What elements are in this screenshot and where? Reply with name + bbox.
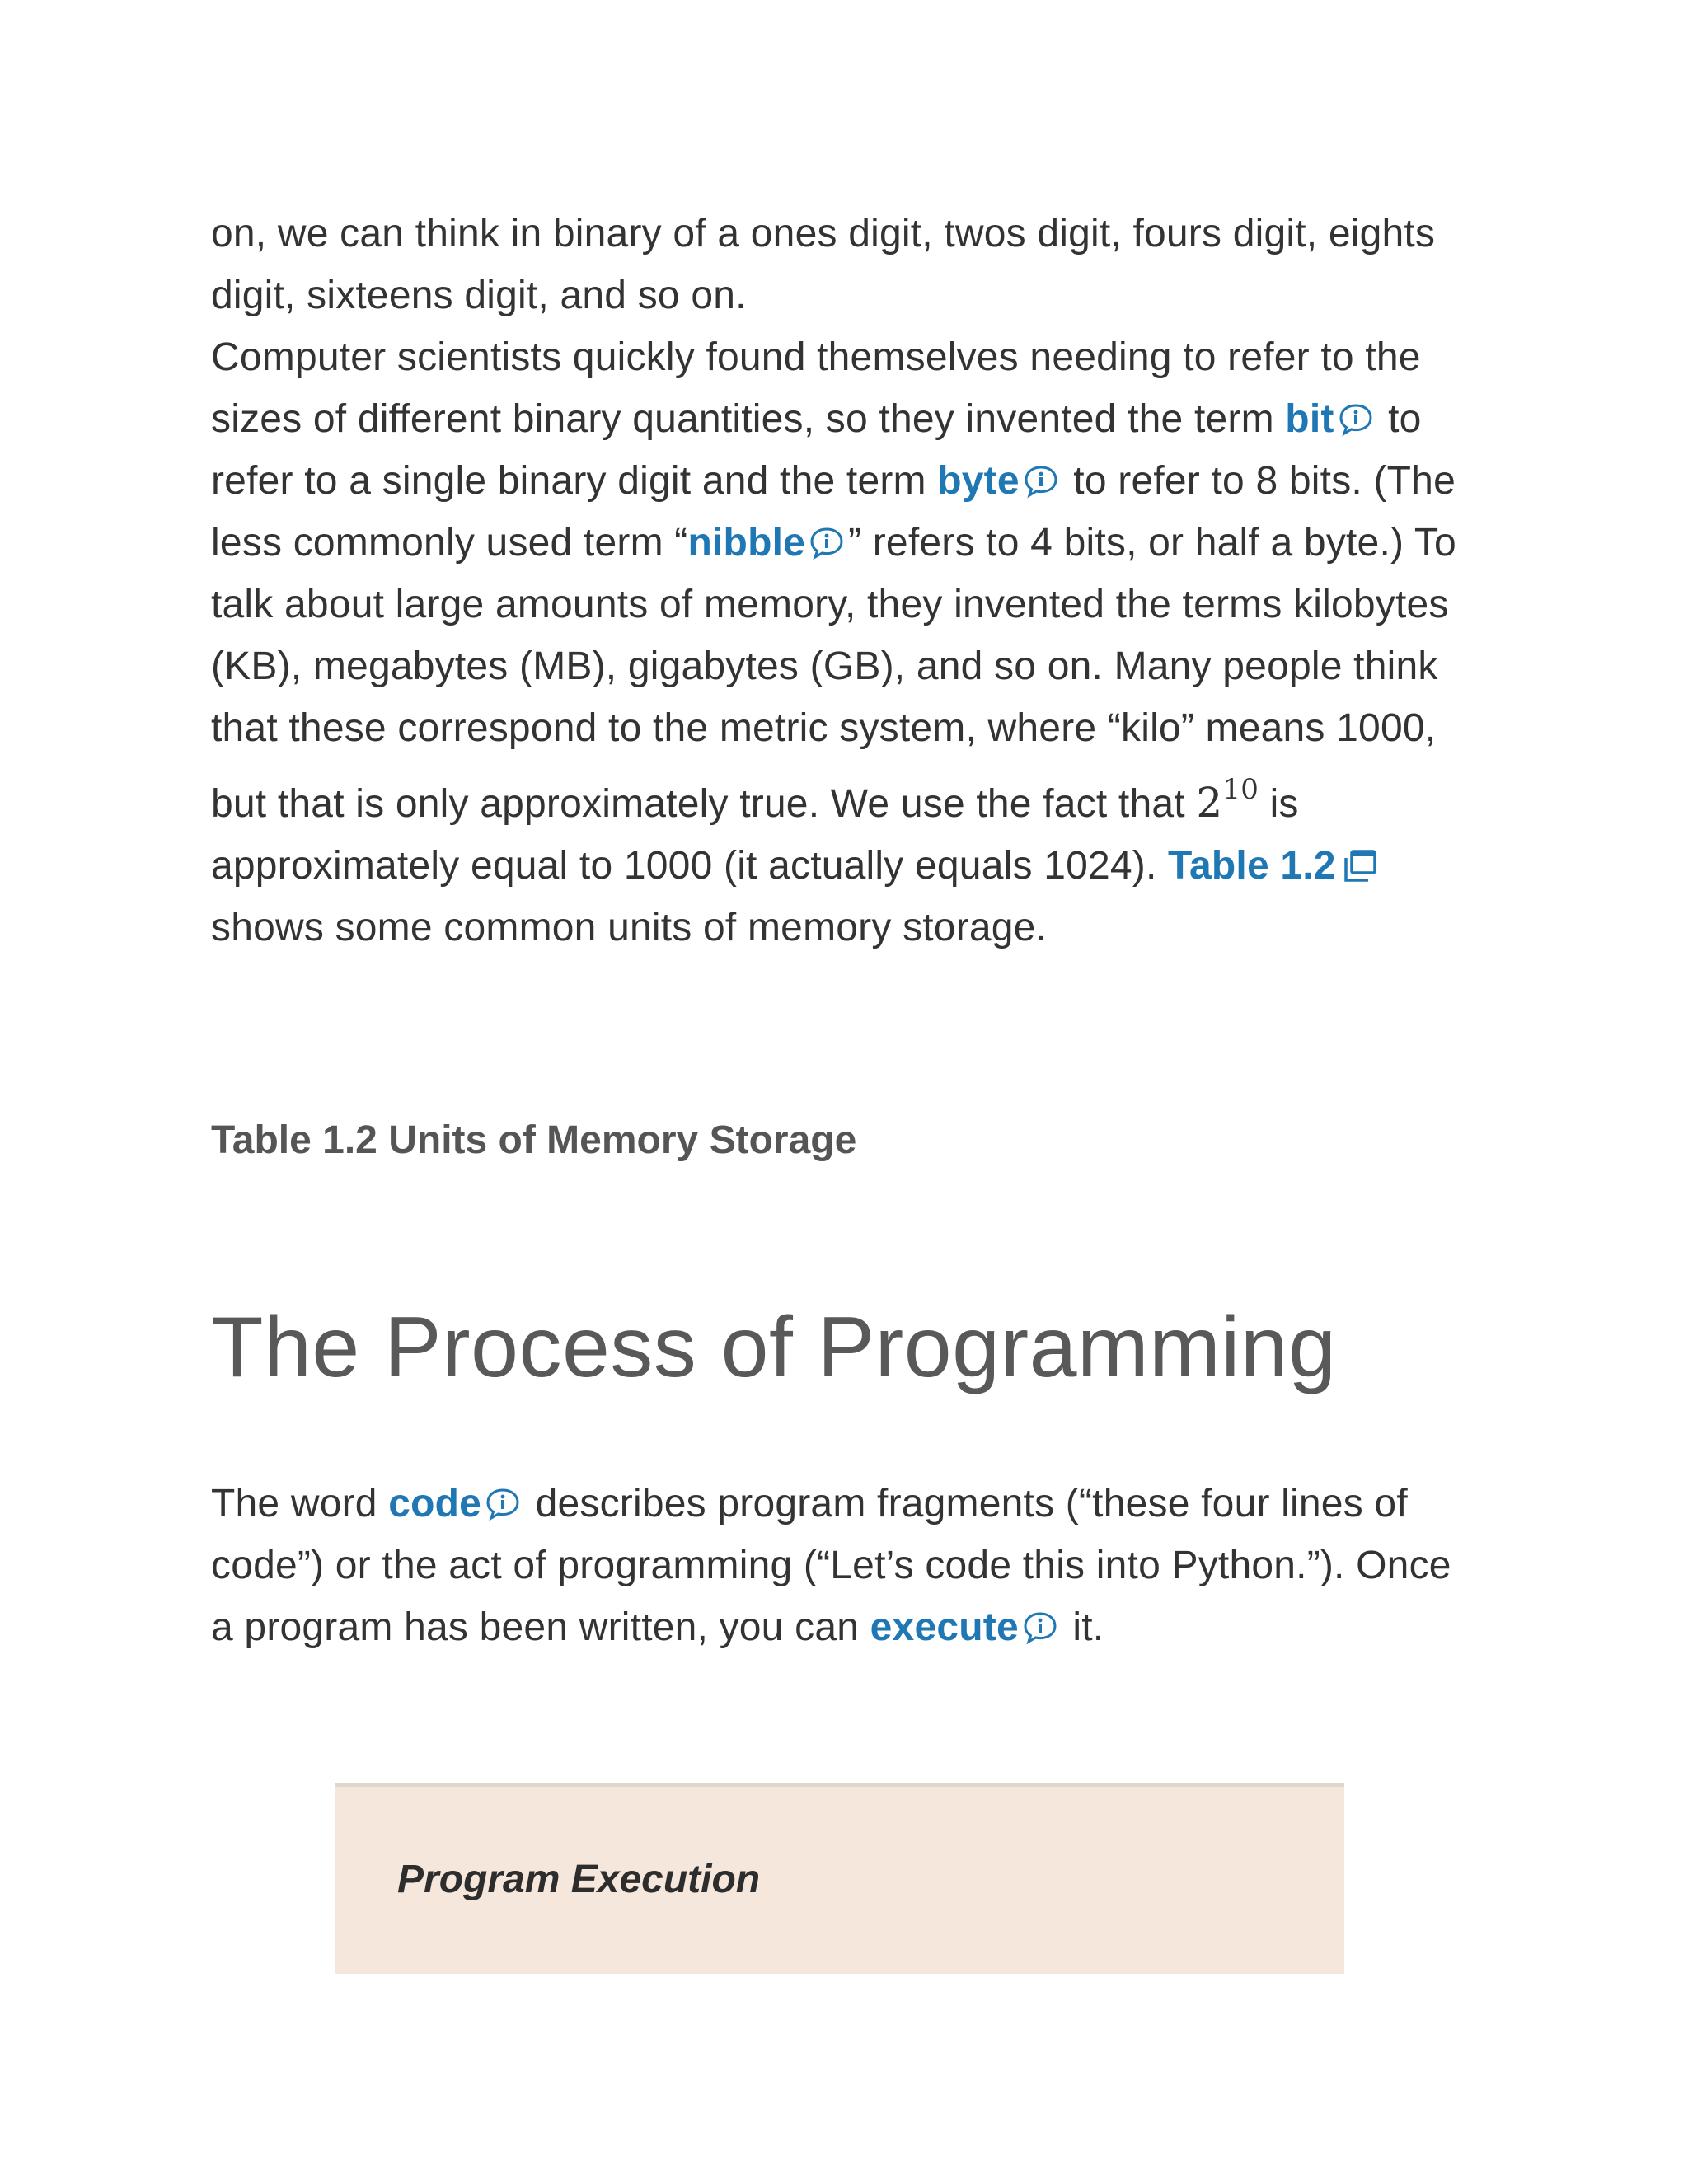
glossary-term-code[interactable]: code [388, 1482, 482, 1526]
glossary-term-execute[interactable]: execute [870, 1605, 1019, 1649]
text-segment: The word [211, 1482, 389, 1526]
info-bubble-icon[interactable] [485, 1486, 521, 1522]
info-bubble-icon[interactable] [1023, 463, 1059, 499]
glossary-term-byte[interactable]: byte [937, 459, 1020, 503]
paragraph-code-definition [211, 1473, 1480, 1658]
text-segment: is approximately equal to 1000 (it actually equals 1024). [211, 782, 1299, 888]
info-bubble-icon[interactable] [1338, 401, 1374, 438]
table-caption: Table 1.2 Units of Memory Storage [211, 1118, 857, 1162]
open-in-new-icon[interactable] [1341, 847, 1379, 885]
table-reference-link[interactable]: Table 1.2 [1168, 844, 1336, 888]
paragraph-binary-digits: on, we can think in binary of a ones digit, twos digit, fours digit, eights digit, sixteens digit, and so on. [211, 212, 1436, 317]
text-segment: shows some common units of memory storage. [211, 906, 1048, 949]
text-segment: Computer scientists quickly found themselves needing to refer to the sizes of different binary quantities, so they invented the term [211, 335, 1421, 441]
paragraph-memory-units [211, 326, 1480, 958]
info-bubble-icon[interactable] [1022, 1610, 1058, 1646]
math-base: 2 [1196, 779, 1223, 827]
glossary-term-bit[interactable]: bit [1285, 397, 1334, 441]
text-segment: describes program fragments (“these four lines of code”) or the act of programming (“Let’s code this into Python.”). Once a program has been written, you can [211, 1482, 1451, 1649]
section-heading: The Process of Programming [211, 1300, 1337, 1395]
text-segment: to refer to a single binary digit and the term [211, 397, 1422, 503]
text-segment: ” refers to 4 bits, or half a byte.) To talk about large amounts of memory, they invented the terms kilobytes (KB), megabytes (MB), gigabytes (GB), and so on. Many people think that these correspond to the metric system, where “kilo” means 1000, but that is only approximately true. We use the fact that [211, 521, 1456, 826]
text-segment: it. [1061, 1605, 1104, 1649]
math-exponent: 10 [1222, 773, 1259, 806]
glossary-term-nibble[interactable]: nibble [687, 521, 806, 565]
document-page [211, 203, 1480, 1649]
info-bubble-icon[interactable] [809, 525, 845, 561]
callout-title: Program Execution [397, 1858, 761, 1901]
math-power-of-two [1196, 773, 1259, 827]
callout-box [335, 1783, 1344, 1974]
text-segment: to refer to 8 bits. (The less commonly used term “ [211, 459, 1456, 565]
